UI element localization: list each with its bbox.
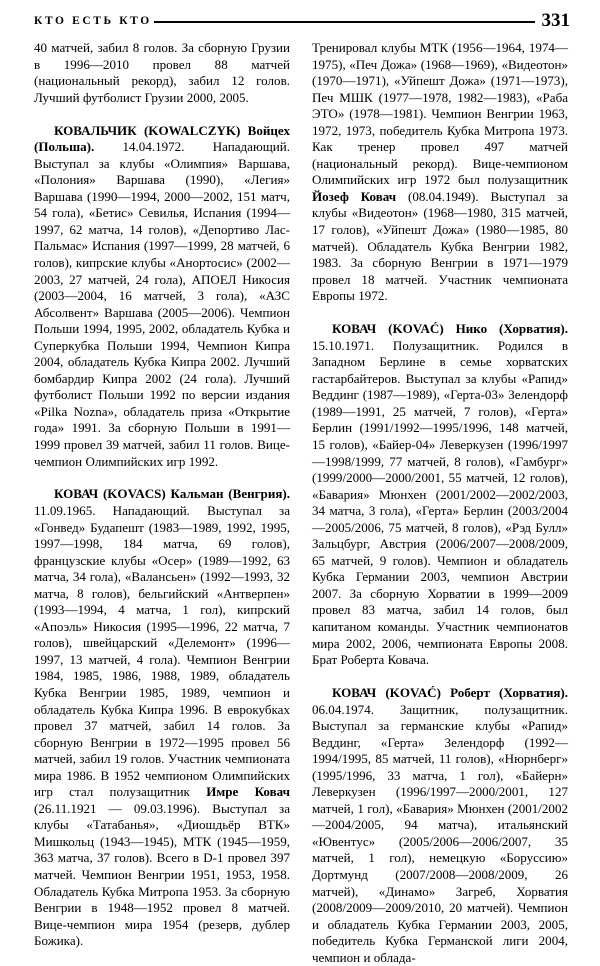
running-head-title: КТО ЕСТЬ КТО [34,15,152,27]
paragraph-text-after: (08.04.1949). Выступал за клубы «Видеотон» (1968—1980, 315 матчей, 17 голов), «Уйпешт Дожа» (1980—1985, 80 матчей). Обладатель Кубка Венгрии 1982, 1983. За сборную Венгрии в 1971—1979 провел 18 матчей. Участник чемпионата Европы 1972. [312,188,568,304]
page-number: 331 [541,10,570,31]
paragraph-text: 40 матчей, забил 8 голов. За сборную Грузии в 1996—2010 провел 88 матчей (национальный рекорд), забил 12 голов. Лучший футболист Грузии 2000, 2005. [34,40,290,105]
paragraph-continuation-georgia [34,40,290,106]
entry-headword: КОВАЧ (KOVAĆ) Роберт (Хорватия). [332,685,568,701]
entry-kowalczyk [34,123,290,470]
entry-inline-name: Имре Ковач [206,784,291,800]
right-column [312,40,568,965]
entry-headword: КОВАЧ (KOVAĆ) Нико (Хорватия). [332,321,568,337]
running-head-rule [154,21,535,23]
entry-body: 14.04.1972. Нападающий. Выступал за клубы «Олимпия» Варшава, «Полония» Варшава (1990), «Легия» Варшава (1990—1994, 2000—2002, 151 матч, 54 гола), «Бетис» Севилья, Испания (1994—1997, 62 матча, 14 голов), «Депортиво Лас-Пальмас» Испания (1997—1999, 28 матчей, 6 голов), кипрские клубы «Анортосис» (2002—2003, 27 матчей, 24 гола), АПОЕЛ Никосия (2003—2004, 16 матчей, 3 гола), «АЗС Абсолвент» Варшава (2005—2006). Чемпион Польши 1994, 1995, 2002, обладатель Кубка и Суперкубка Польши 1994, Чемпион Кипра 2004, обладатель Кубка Кипра 2002. Лучший бомбардир Кипра 2002 (24 гола). Лучший футболист Польши 1992 по версии издания «Pilka Nozna», обладатель приза «Открытие года» 1991. За сборную Польши в 1991—1999 провел 39 матчей, забил 11 голов. Вице-чемпион Олимпийских игр 1992. [34,139,290,469]
entry-body: 15.10.1971. Полузащитник. Родился в Западном Берлине в семье хорватских гастарбайтеров. Выступал за клубы «Рапид» Веддинг (1987—1989), «Герта-03» Зелендорф (1989—1991, 25 матчей, 7 голов), «Герта» Берлин (1991/1992—1995/1996, 148 матчей, 15 голов), «Байер-04» Леверкузен (1996/1997—1998/1999, 77 матчей, 8 голов), «Гамбург» (1999/2000—2000/2001, 55 матчей, 12 голов), «Бавария» Мюнхен (2001/2002—2002/2003, 34 матча, 3 гола), «Герта» Берлин (2003/2004—2005/2006, 75 матчей, 8 голов), «Рэд Булл» Зальцбург, Австрия (2006/2007—2008/2009, 65 матчей, 9 голов). Чемпион и обладатель Кубка Германии 2003, чемпион Австрии 2007. За сборную Хорватии в 1999—2009 провел 83 матча, забил 14 голов, был капитаном команды. Участник чемпионатов мира 2002, 2006, чемпионата Европы 2008. Брат Роберта Ковача. [312,337,568,668]
entry-headword: КОВАЧ (KOVACS) Кальман (Венгрия). [54,486,290,502]
paragraph-continuation-coach [312,40,568,305]
running-head [34,10,570,32]
paragraph-text: Тренировал клубы МТК (1956—1964, 1974—1975), «Печ Дожа» (1968—1969), «Видеотон» (1970—1971), «Уйпешт Дожа» (1971—1973), Печ МШК (1977—1978, 1982—1983), «Раба ЭТО» (1978—1981). Чемпион Венгрии 1963, 1972, 1973, победитель Кубка Митропа 1973. Как тренер провел 497 матчей (национальный рекорд). Вице-чемпионом Олимпийских игр 1972 был полузащитник [312,40,568,188]
left-column [34,40,291,949]
entry-body: 06.04.1974. Защитник, полузащитник. Выступал за германские клубы «Рапид» Веддинг, «Герта» Зелендорф (1992—1994/1995, 85 матчей, 11 голов), «Нюрнберг» (1995/1996, 33 матча, 1 гол), «Байерн» Леверкузен (1996/1997—2000/2001, 127 матчей, 1 гол), «Бавария» Мюнхен (2001/2002—2004/2005, 94 матча), итальянский «Ювентус» (2005/2006—2006/2007, 35 матчей, 1 гол), немецкую «Боруссию» Дортмунд (2007/2008—2008/2009, 26 матчей), «Динамо» Загреб, Хорватия (2008/2009—2009/2010, 20 матчей). Чемпион и обладатель Кубка Германии 2003, 2005, победитель Кубка Германской лиги 2004, чемпион и облада- [312,701,568,965]
entry-headword: КОВАЛЬЧИК (KOWALCZYK) Войцех (Польша). [34,122,290,155]
entry-kovacs-kalman [34,486,290,949]
entry-kovac-robert [312,685,568,966]
entry-body: 11.09.1965. Нападающий. Выступал за «Гонвед» Будапешт (1983—1989, 1992, 1995, 1997—1998, 184 матча, 69 голов), французские клубы «Осер» (1989—1992, 63 матча, 34 гола), «Валансьен» (1992—1993, 32 матча, 8 голов), бельгийский «Антверпен» (1993—1994, 4 матча, 1 гол), кипрский «Апоэль» Никосия (1995—1996, 22 матча, 7 голов), швейцарский «Делемонт» (1996—1997, 13 матчей, 4 гола). Чемпион Венгрии 1984, 1985, 1986, 1988, 1989, обладатель Кубка Венгрии 1985, 1989, чемпион и обладатель Кубка Кипра 1996. В еврокубках провел 37 матчей, забил 14 голов. За сборную Венгрии в 1972—1995 провел 56 матчей, забил 19 голов. Участник чемпионата мира 1986. В 1952 чемпионом Олимпийских игр стал полузащитник [34,503,290,800]
body-columns [34,40,568,965]
paragraph-inline-name: Йозеф Ковач [312,188,397,204]
entry-kovac-niko [312,321,568,668]
entry-body-after: (26.11.1921 — 09.03.1996). Выступал за клубы «Татабанья», «Диошдьёр ВТК» Мишкольц (1943—1945), МТК (1945—1959, 363 матча, 37 голов). Всего в D-1 провел 397 матчей. Чемпион Венгрии 1951, 1953, 1958. Обладатель Кубка Митропа 1953. За сборную Венгрии в 1948—1952 провел 8 матчей. Вице-чемпион мира 1954 (резерв, дублер Божика). [34,800,290,949]
